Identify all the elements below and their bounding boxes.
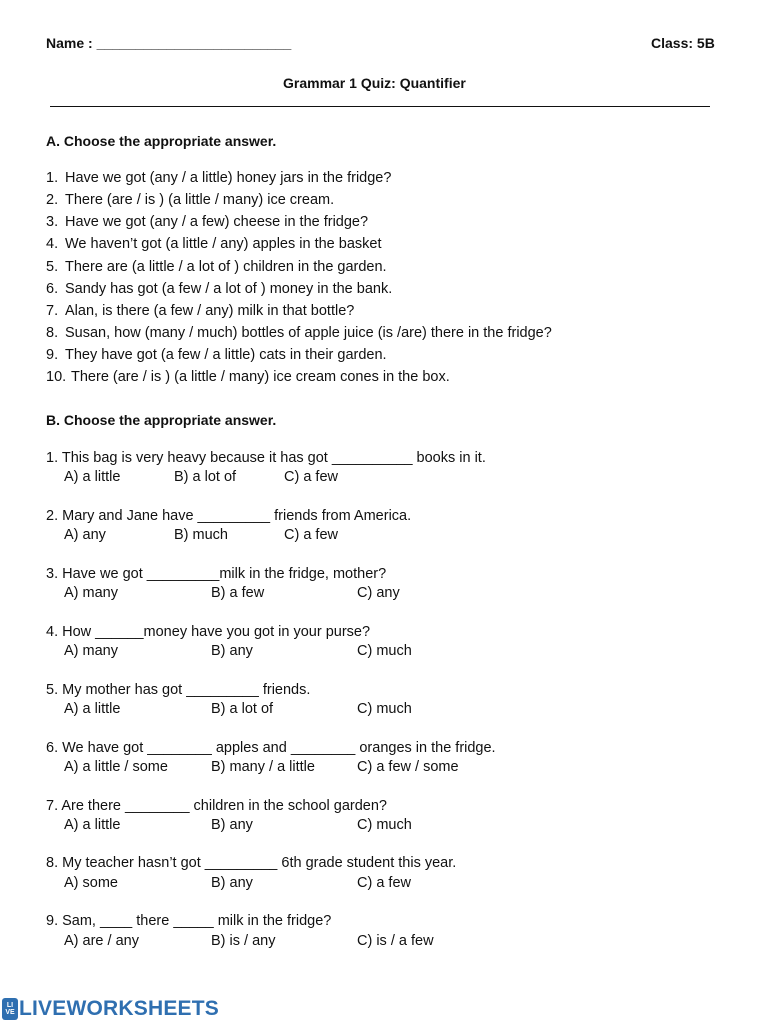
question-text: 2. Mary and Jane have _________ friends from America.: [46, 508, 412, 524]
question-text: 4. How ______money have you got in your purse?: [46, 624, 371, 640]
answer-option: A) a little: [64, 817, 121, 833]
logo-badge-bottom: VE: [5, 1009, 15, 1016]
list-item-number: 7.: [46, 303, 59, 319]
answer-option: B) a few: [211, 585, 265, 601]
question-text: 1. This bag is very heavy because it has got __________ books in it.: [46, 450, 486, 466]
answer-option: A) many: [64, 585, 118, 601]
answer-option: C) any: [357, 585, 400, 601]
list-item-number: 9.: [46, 347, 59, 363]
answer-option: A) many: [64, 643, 118, 659]
liveworksheets-badge-icon: [2, 998, 18, 1020]
list-item: We haven’t got (a little / any) apples in the basket: [65, 236, 382, 252]
answer-option: C) a few: [284, 469, 338, 485]
list-item-number: 1.: [46, 170, 59, 186]
answer-option: B) any: [211, 875, 253, 891]
section-a-heading: A. Choose the appropriate answer.: [46, 133, 277, 149]
answer-option: B) a lot of: [174, 469, 237, 485]
answer-option: A) a little: [64, 469, 121, 485]
answer-option: A) are / any: [64, 933, 139, 949]
list-item: Have we got (any / a little) honey jars in the fridge?: [65, 170, 392, 186]
question-text: 5. My mother has got _________ friends.: [46, 682, 311, 698]
list-item: There (are / is ) (a little / many) ice cream.: [65, 192, 335, 208]
list-item-number: 5.: [46, 259, 59, 275]
answer-option: A) any: [64, 527, 106, 543]
name-label: Name : _________________________: [46, 35, 292, 51]
question-text: 3. Have we got _________milk in the fridge, mother?: [46, 566, 387, 582]
answer-option: C) much: [357, 643, 412, 659]
answer-option: B) many / a little: [211, 759, 315, 775]
question-text: 8. My teacher hasn’t got _________ 6th grade student this year.: [46, 855, 457, 871]
answer-option: B) is / any: [211, 933, 276, 949]
logo-text: LIVEWORKSHEETS: [19, 997, 219, 1020]
list-item: Susan, how (many / much) bottles of apple juice (is /are) there in the fridge?: [65, 325, 552, 341]
list-item: There are (a little / a lot of ) children in the garden.: [65, 259, 387, 275]
page-title: Grammar 1 Quiz: Quantifier: [283, 75, 466, 91]
list-item-number: 4.: [46, 236, 59, 252]
answer-option: A) a little / some: [64, 759, 168, 775]
list-item: They have got (a few / a little) cats in their garden.: [65, 347, 387, 363]
question-text: 9. Sam, ____ there _____ milk in the fridge?: [46, 913, 332, 929]
list-item-number: 6.: [46, 281, 59, 297]
list-item: Sandy has got (a few / a lot of ) money in the bank.: [65, 281, 393, 297]
section-b-heading: B. Choose the appropriate answer.: [46, 412, 277, 428]
class-label: Class: 5B: [651, 35, 715, 51]
question-text: 7. Are there ________ children in the school garden?: [46, 798, 387, 814]
logo-badge-top: LI: [6, 1002, 14, 1009]
answer-option: B) any: [211, 643, 253, 659]
title-divider: [50, 106, 710, 107]
answer-option: C) a few: [284, 527, 338, 543]
answer-option: C) much: [357, 817, 412, 833]
answer-option: C) a few / some: [357, 759, 459, 775]
answer-option: B) any: [211, 817, 253, 833]
liveworksheets-logo[interactable]: [2, 996, 219, 1022]
list-item-number: 8.: [46, 325, 59, 341]
answer-option: B) much: [174, 527, 228, 543]
question-text: 6. We have got ________ apples and ________ oranges in the fridge.: [46, 740, 496, 756]
list-item: Alan, is there (a few / any) milk in that bottle?: [65, 303, 355, 319]
list-item-number: 2.: [46, 192, 59, 208]
answer-option: C) a few: [357, 875, 411, 891]
answer-option: C) much: [357, 701, 412, 717]
answer-option: A) some: [64, 875, 118, 891]
answer-option: B) a lot of: [211, 701, 274, 717]
answer-option: A) a little: [64, 701, 121, 717]
answer-option: C) is / a few: [357, 933, 434, 949]
list-item-number: 10.: [46, 369, 67, 385]
list-item: Have we got (any / a few) cheese in the fridge?: [65, 214, 369, 230]
list-item-number: 3.: [46, 214, 59, 230]
list-item: There (are / is ) (a little / many) ice cream cones in the box.: [71, 369, 450, 385]
